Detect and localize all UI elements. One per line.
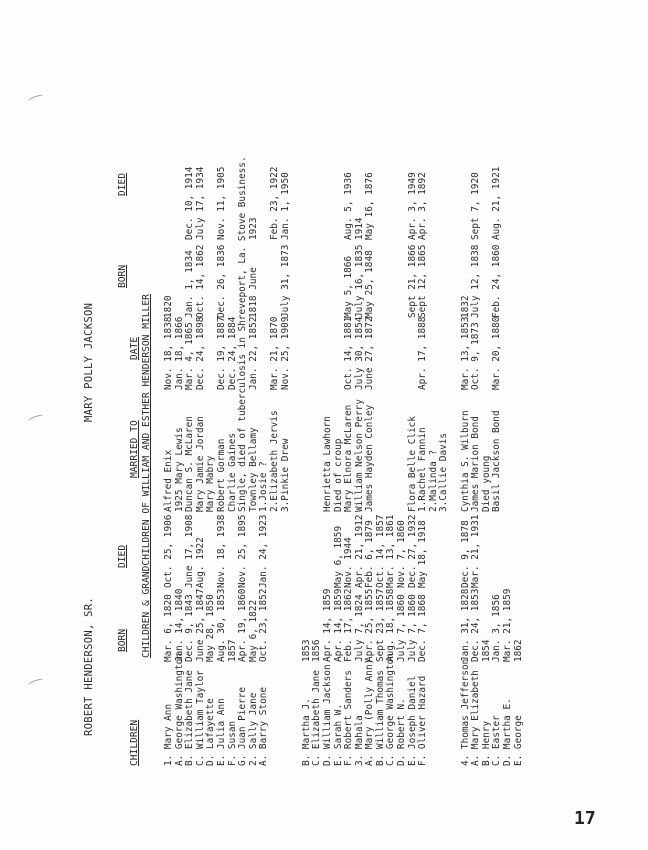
spouse-name: Flora Belle Click [406, 416, 418, 512]
child-name: E. Joseph Daniel [406, 675, 418, 766]
marriage-date: Oct. 14, 1881 [343, 316, 355, 390]
spouse-name: Charlie Gaines [226, 432, 238, 512]
spouse-name: Single, died of tuberculosis in Shreveport, La. Stove Business. [237, 156, 249, 512]
marriage-date: Oct. 9, 1873 [470, 322, 482, 390]
child-born: Jan. 3, 1856 [491, 594, 503, 662]
spouse-born: July 31, 1873 [279, 244, 291, 318]
child-born: May 6, 1822 [247, 599, 259, 662]
spouse-died: Jan. 1, 1950 [279, 172, 291, 240]
spouse-name: Cynthia S. Wilburn [459, 410, 471, 512]
spouse-died: Aug. 21, 1921 [491, 166, 503, 240]
spouse-name: James Hayden Conley [364, 404, 376, 512]
marriage-date: Jan. 18, 1866 [173, 316, 185, 390]
child-name: A. Mary (Polly Ann) [364, 658, 376, 766]
spouse-name: Mary Elnora McLaren [343, 404, 355, 512]
child-born: Apr. 14, 1859 [321, 588, 333, 662]
spouse-name: Mary Mabry [205, 455, 217, 512]
spouse-name: 3.Callie Davis [438, 432, 450, 512]
child-died: Nov. 7, 1860 [396, 520, 408, 588]
scan-mark [28, 677, 45, 687]
child-name: D. Robert N. [396, 698, 408, 766]
marriage-date: July 30, 1854 [353, 316, 365, 390]
scan-mark [28, 93, 45, 103]
spouse-born: 1818 June [247, 267, 259, 318]
marriage-date: Mar. 20, 1880 [491, 316, 503, 390]
father-heading: ROBERT HENDERSON, SR. [83, 596, 95, 736]
marriage-date: Jan. 22, 1852 [247, 316, 259, 390]
family-row [217, 86, 228, 766]
family-row [418, 86, 429, 766]
spouse-name: Died young [480, 455, 492, 512]
spouse-born: July 16, 1835 [353, 244, 365, 318]
spouse-name: Alfred Enix [163, 449, 174, 512]
spouse-name: James Marion Bond [470, 416, 482, 512]
spouse-name: Basil Jackson Bond [491, 410, 503, 512]
spouse-name: 1925 Mary Lewis [173, 427, 185, 512]
child-name: E. Julia Ann [215, 698, 227, 766]
child-name: A. George Washington [173, 653, 185, 766]
child-born: Sept 23, 1857 [374, 588, 386, 662]
spouse-died-column-header: DIED [117, 172, 128, 196]
child-died: Dec. 27, 1932 [406, 514, 418, 588]
marriage-date: Nov. 25, 1909 [279, 316, 291, 390]
family-row [249, 86, 260, 766]
family-row [514, 86, 525, 766]
spouse-born: 1832 [459, 295, 471, 318]
spouse-name: 2.Malinda ? [427, 449, 439, 512]
family-row [471, 86, 482, 766]
child-died: May 6, 1859 [332, 525, 344, 588]
marriage-date: Dec. 24, 1898 [194, 316, 206, 390]
spouse-born: July 12, 1838 [470, 244, 482, 318]
marriage-date: Mar. 4, 1865 [184, 322, 196, 390]
child-name: D. Lafayette [205, 698, 217, 766]
spouse-name: Robert Gorman [215, 438, 227, 512]
child-died: Mar. 13, 1861 [385, 514, 397, 588]
family-row [365, 86, 376, 766]
spouse-name: William Nelson Perry [353, 399, 365, 512]
child-name: F. Susan [226, 720, 238, 766]
child-born: 1862 [512, 639, 524, 662]
mother-heading: MARY POLLY JACKSON [83, 302, 95, 422]
child-name: B. Elizabeth Jane [184, 670, 196, 766]
spouse-born: 1820 [163, 295, 174, 318]
child-born: 1853 [300, 639, 312, 662]
child-name: G. Juan Pierre [237, 686, 249, 766]
died-column-header: DIED [117, 544, 128, 568]
family-row [492, 86, 503, 766]
child-died: Dec. 9, 1878 [459, 520, 471, 588]
child-born: 1854 [480, 639, 492, 662]
spouse-died: Dec. 10, 1914 [184, 166, 196, 240]
child-died: Aug. 1922 [194, 537, 206, 588]
record-rows [164, 86, 524, 766]
family-row [503, 86, 514, 766]
child-name: B. Martha J. [300, 698, 312, 766]
child-name: 4. Thomas Jefferson [459, 658, 471, 766]
child-born: Apr. 25, 1855 [364, 588, 376, 662]
child-died: Oct. 25, 1906 [163, 514, 174, 588]
child-name: E. George [512, 715, 524, 766]
child-born: 1856 [311, 639, 323, 662]
child-name: A. Mary Elizabeth [470, 670, 482, 766]
spouse-died: 1914 [353, 217, 365, 240]
child-died: Nov. 1944 [343, 537, 355, 588]
family-row [439, 86, 450, 766]
child-name: F. Robert Sanders [343, 670, 355, 766]
child-born: Mar. 6, 1820 [163, 594, 174, 662]
spouse-born: Feb. 24, 1860 [491, 244, 503, 318]
spouse-born: Sept 21, 1866 [406, 244, 418, 318]
spouse-died: July 17, 1934 [194, 166, 206, 240]
child-name: C. George Washington [385, 653, 397, 766]
spouse-born: Oct. 14, 1862 [194, 244, 206, 318]
child-born: Apr. 14, 1859 [332, 588, 344, 662]
child-died: Jan. 24, 1923 [258, 514, 270, 588]
child-name: B. Henry [480, 720, 492, 766]
page-number: 17 [574, 808, 596, 829]
child-died: Nov. 18, 1938 [215, 514, 227, 588]
child-born: Apr. 19, 1860 [237, 588, 249, 662]
child-born: May 28, 1850 [205, 594, 217, 662]
spouse-died: Apr. 3, 1949 [406, 172, 418, 240]
family-row [281, 86, 292, 766]
spouse-name: Duncan S. McLaren [184, 416, 196, 512]
spouse-born: Sept 12, 1865 [417, 244, 429, 318]
child-born: Aug. 18, 1858 [385, 588, 397, 662]
scan-mark [28, 413, 45, 423]
child-name: B. William Thomas [374, 670, 386, 766]
child-name: D. William Jackson [321, 664, 333, 766]
marriage-date: Mar. 21, 1870 [268, 316, 280, 390]
child-born: Jan. 31, 1828 [459, 588, 471, 662]
child-name: E. Sarah W. [332, 703, 344, 766]
family-row [270, 86, 281, 766]
child-name: D. Martha E. [502, 698, 513, 766]
spouse-died: May 16, 1876 [364, 172, 376, 240]
spouse-name: 2.Elizabeth Jervis [268, 410, 280, 512]
child-born: Dec. 24, 1853 [470, 588, 482, 662]
children-column-header: CHILDREN [129, 719, 140, 766]
spouse-name: 1.Rachel Fannin [417, 427, 429, 512]
spouse-born-column-header: BORN [117, 264, 128, 288]
family-row [323, 86, 334, 766]
child-born: Dec. 9, 1843 [184, 594, 196, 662]
genealogy-record [84, 86, 544, 766]
child-died: Nov. 25, 1895 [237, 514, 249, 588]
child-name: 3. Mahala [353, 715, 365, 766]
marriage-date: Dec. 19, 1887 [215, 316, 227, 390]
spouse-name: Died of croup [332, 438, 344, 512]
child-name: 2. Sally Jane [247, 692, 259, 766]
child-born: 1857 [226, 639, 238, 662]
spouse-born: Dec. 26, 1836 [215, 244, 227, 318]
marriage-date: Apr. 17, 1888 [417, 316, 429, 390]
child-name: 1. Mary Ann [163, 703, 174, 766]
child-name: C. Elizabeth Jane [311, 670, 323, 766]
family-row [386, 86, 397, 766]
child-born: Dec. 7, 1868 [417, 594, 429, 662]
child-born: Mar. 21, 1859 [502, 588, 513, 662]
child-died: Oct. 14, 1857 [374, 514, 386, 588]
group-spacer [291, 86, 302, 766]
record-header [84, 86, 112, 766]
child-died: Mar. 21, 1931 [470, 514, 482, 588]
child-died: Apr. 21, 1912 [353, 514, 365, 588]
child-born: June 25, 1847 [194, 588, 206, 662]
child-died: Feb. 6, 1879 [364, 520, 376, 588]
married-to-column-header: MARRIED TO [129, 420, 140, 478]
spouse-died: Feb. 23, 1922 [268, 166, 280, 240]
marriage-date: Dec. 24, 1884 [226, 316, 238, 390]
child-name: A. Barry Stone [258, 686, 270, 766]
spouse-died: 1923 [247, 217, 259, 240]
spouse-died: Nov. 11, 1905 [215, 166, 227, 240]
spouse-born: Jan. 1, 1834 [184, 250, 196, 318]
spouse-name: Townley Bellamy [247, 427, 259, 512]
section-heading: CHILDREN & GRANDCHILDREN OF WILLIAM AND ESTHER HENDERSON MILLER [141, 294, 152, 658]
child-born: July 7, 1860 [406, 594, 418, 662]
child-name: F. Oliver Hazard [417, 675, 429, 766]
spouse-name: 1.Josie ? [258, 461, 270, 512]
child-died: June 17, 1908 [184, 514, 196, 588]
child-born: Aug. 30, 1853 [215, 588, 227, 662]
spouse-name: 3.Pinkie Drew [279, 438, 291, 512]
spouse-born: May 5, 1866 [343, 255, 355, 318]
family-row [238, 86, 249, 766]
family-row [429, 86, 440, 766]
family-row [196, 86, 207, 766]
child-died: May 18, 1918 [417, 520, 429, 588]
spouse-born: May 25, 1848 [364, 250, 376, 318]
spouse-name: Henrietta Lawhorn [321, 416, 333, 512]
marriage-date: June 27, 1872 [364, 316, 376, 390]
child-born: Feb. 17, 1862 [343, 588, 355, 662]
family-row [302, 86, 313, 766]
spouse-died: Apr. 3, 1892 [417, 172, 429, 240]
child-name: C. Easter [491, 715, 503, 766]
child-born: Jan. 14, 1840 [173, 588, 185, 662]
spouse-died: Sept 7, 1920 [470, 172, 482, 240]
marriage-date-column-header: DATE [129, 336, 140, 360]
child-name: C. William Taylor [194, 670, 206, 766]
column-headers [118, 86, 162, 766]
spouse-name: Mary Jamie Jordan [194, 416, 206, 512]
marriage-date: Mar. 13, 1853 [459, 316, 471, 390]
child-born: July 7, 1824 [353, 594, 365, 662]
marriage-date: Nov. 18, 1838 [163, 316, 174, 390]
born-column-header: BORN [117, 628, 128, 652]
child-born: Oct. 23, 1852 [258, 588, 270, 662]
child-born: July 7, 1860 [396, 594, 408, 662]
family-row [164, 86, 175, 766]
spouse-died: Aug. 5, 1936 [343, 172, 355, 240]
